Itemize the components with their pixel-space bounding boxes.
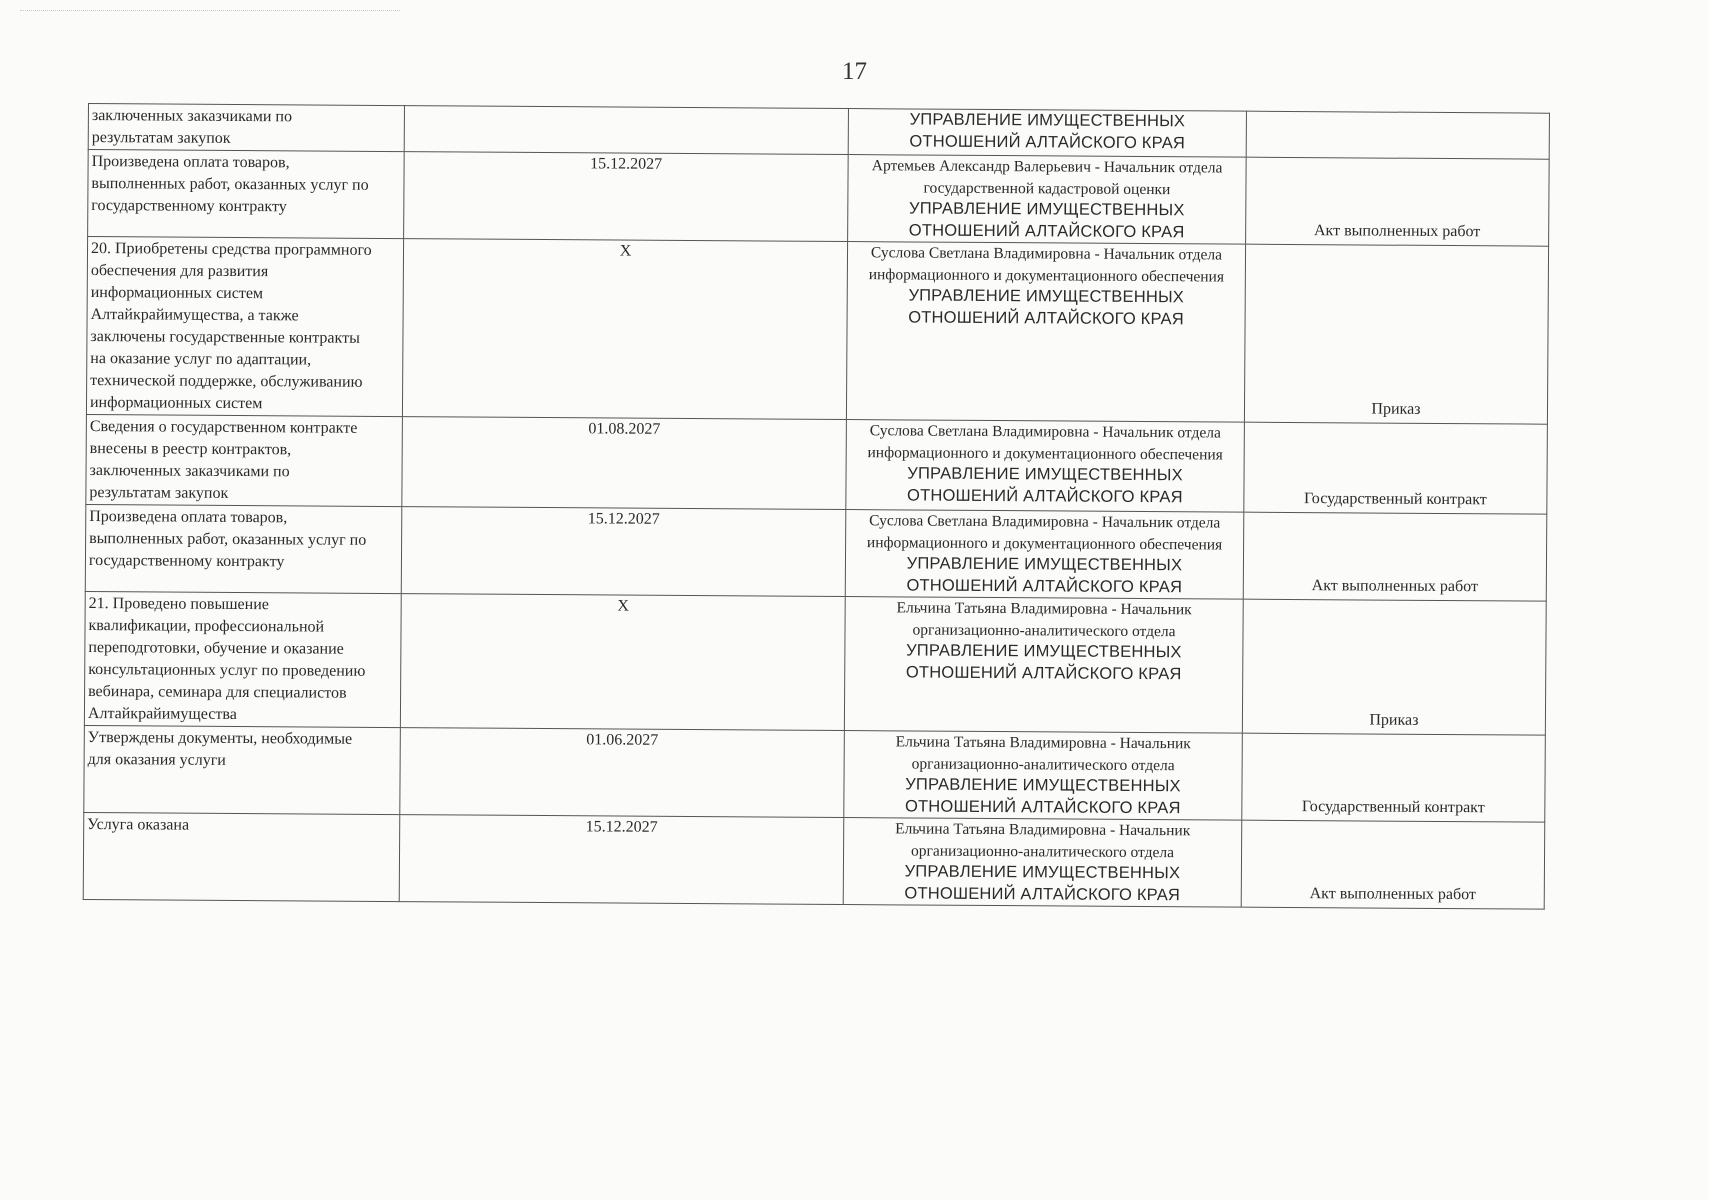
responsible-cell [848,155,1247,245]
responsible-position: организационно-аналитического отдела [911,754,1175,774]
description-line: информационных систем [90,284,264,303]
responsible-position: организационно-аналитического отдела [912,620,1176,640]
responsible-cell [846,420,1245,513]
description-line: Сведения о государственном контракте [89,418,358,437]
department-line: ОТНОШЕНИЙ АЛТАЙСКОГО КРАЯ [906,575,1183,596]
plan-table [83,103,1550,910]
description-line: заключенных заказчиками по [89,462,290,481]
description-line: заключенных заказчиками по [91,107,293,126]
description-line: Произведена оплата товаров, [91,153,290,172]
description-line: Произведена оплата товаров, [89,508,288,527]
table-row [88,150,1550,247]
description-line: выполненных работ, оказанных услуг по [91,175,369,194]
department-line: ОТНОШЕНИЙ АЛТАЙСКОГО КРАЯ [904,883,1181,904]
deadline-cell: 15.12.2027 [404,152,849,242]
description-line: информационных систем [89,394,263,413]
responsible-position: государственной кадастровой оценки [923,179,1171,198]
department-line: УПРАВЛЕНИЕ ИМУЩЕСТВЕННЫХ [905,775,1181,796]
document-cell: Акт выполненных работ [1246,157,1550,246]
document-cell: Акт выполненных работ [1241,820,1545,909]
responsible-position: информационного и документационного обеспечения [867,443,1223,464]
description-line: квалификации, профессиональной [88,617,325,636]
responsible-person: Артемьев Александр Валерьевич - Начальник отдела [871,157,1223,177]
department-line: ОТНОШЕНИЙ АЛТАЙСКОГО КРАЯ [908,220,1185,241]
event-description-cell [84,591,401,727]
description-line: результатам закупок [91,129,231,147]
responsible-person: Суслова Светлана Владимировна - Начальник отдела [869,512,1221,532]
event-description-cell [88,104,404,152]
description-line: консультационных услуг по проведению [88,661,366,680]
deadline-cell: X [400,594,845,731]
table-row [84,591,1546,735]
description-line: Алтайкрайимущества, а также [90,306,299,325]
description-line: выполненных работ, оказанных услуг по [89,530,367,549]
event-description-cell [85,504,402,593]
document-cell: Государственный контракт [1244,422,1548,514]
description-line: внесены в реестр контрактов, [89,440,292,459]
event-description-cell [83,812,400,901]
department-line: УПРАВЛЕНИЕ ИМУЩЕСТВЕННЫХ [906,641,1182,662]
responsible-person: Суслова Светлана Владимировна - Начальник отдела [869,422,1221,442]
responsible-cell [845,510,1244,600]
responsible-person: Ельчина Татьяна Владимировна - Начальник [895,820,1191,840]
description-line: обеспечения для развития [90,262,269,281]
description-line: на оказание услуг по адаптации, [90,350,312,369]
department-line: УПРАВЛЕНИЕ ИМУЩЕСТВЕННЫХ [904,862,1181,883]
responsible-cell [846,242,1245,423]
document-cell [1246,111,1549,159]
responsible-position: организационно-аналитического отдела [911,841,1175,861]
table-row [86,237,1548,425]
table-row [83,812,1545,909]
department-line: ОТНОШЕНИЙ АЛТАЙСКОГО КРАЯ [904,796,1181,817]
document-cell: Приказ [1242,599,1546,735]
description-line: Услуга оказана [87,816,190,834]
description-line: государственному контракту [91,197,287,216]
department-line: ОТНОШЕНИЙ АЛТАЙСКОГО КРАЯ [909,131,1186,152]
department-line: ОТНОШЕНИЙ АЛТАЙСКОГО КРАЯ [908,307,1184,328]
deadline-cell: 15.12.2027 [401,507,846,597]
responsible-person: Ельчина Татьяна Владимировна - Начальник [896,599,1192,619]
event-description-cell [88,150,405,239]
responsible-cell [848,109,1246,158]
description-line: для оказания услуги [87,751,226,769]
department-line: УПРАВЛЕНИЕ ИМУЩЕСТВЕННЫХ [908,286,1185,307]
description-line: государственному контракту [88,552,285,571]
table-row [84,725,1546,822]
responsible-person: Суслова Светлана Владимировна - Начальник отдела [870,244,1223,264]
description-line: переподготовки, обучение и оказание [88,639,344,658]
responsible-cell [844,597,1243,734]
table-row [85,504,1547,601]
description-line: Утверждены документы, необходимые [87,729,353,748]
department-line: УПРАВЛЕНИЕ ИМУЩЕСТВЕННЫХ [906,554,1183,575]
department-line: УПРАВЛЕНИЕ ИМУЩЕСТВЕННЫХ [909,110,1186,131]
deadline-cell: 01.06.2027 [400,728,845,818]
deadline-cell: X [402,239,847,420]
description-line: 21. Проведено повышение [88,595,269,614]
description-line: Алтайкрайимущества [87,705,237,724]
responsible-position: информационного и документационного обеспечения [866,533,1223,554]
department-line: ОТНОШЕНИЙ АЛТАЙСКОГО КРАЯ [907,485,1183,506]
event-description-cell [86,414,403,506]
event-description-cell [84,725,401,814]
table-row [86,414,1548,514]
department-line: ОТНОШЕНИЙ АЛТАЙСКОГО КРАЯ [905,662,1182,683]
responsible-position: информационного и документационного обеспечения [868,265,1225,286]
description-line: технической поддержке, обслуживанию [90,372,363,391]
deadline-cell [404,106,848,155]
description-line: результатам закупок [89,484,229,502]
scan-artifact-line [20,10,400,11]
document-cell: Государственный контракт [1242,733,1546,822]
responsible-person: Ельчина Татьяна Владимировна - Начальник [895,733,1191,753]
document-cell: Акт выполненных работ [1243,512,1547,601]
description-line: заключены государственные контракты [90,328,360,347]
deadline-cell: 01.08.2027 [402,417,847,510]
responsible-cell [844,731,1243,821]
document-cell: Приказ [1244,244,1548,424]
page-number: 17 [842,58,867,85]
department-line: УПРАВЛЕНИЕ ИМУЩЕСТВЕННЫХ [907,464,1183,485]
responsible-cell [843,818,1242,908]
description-line: 20. Приобретены средства программного [90,240,372,259]
deadline-cell: 15.12.2027 [399,815,844,905]
department-line: УПРАВЛЕНИЕ ИМУЩЕСТВЕННЫХ [908,199,1185,220]
event-description-cell [86,237,403,417]
description-line: вебинара, семинара для специалистов [88,683,347,702]
